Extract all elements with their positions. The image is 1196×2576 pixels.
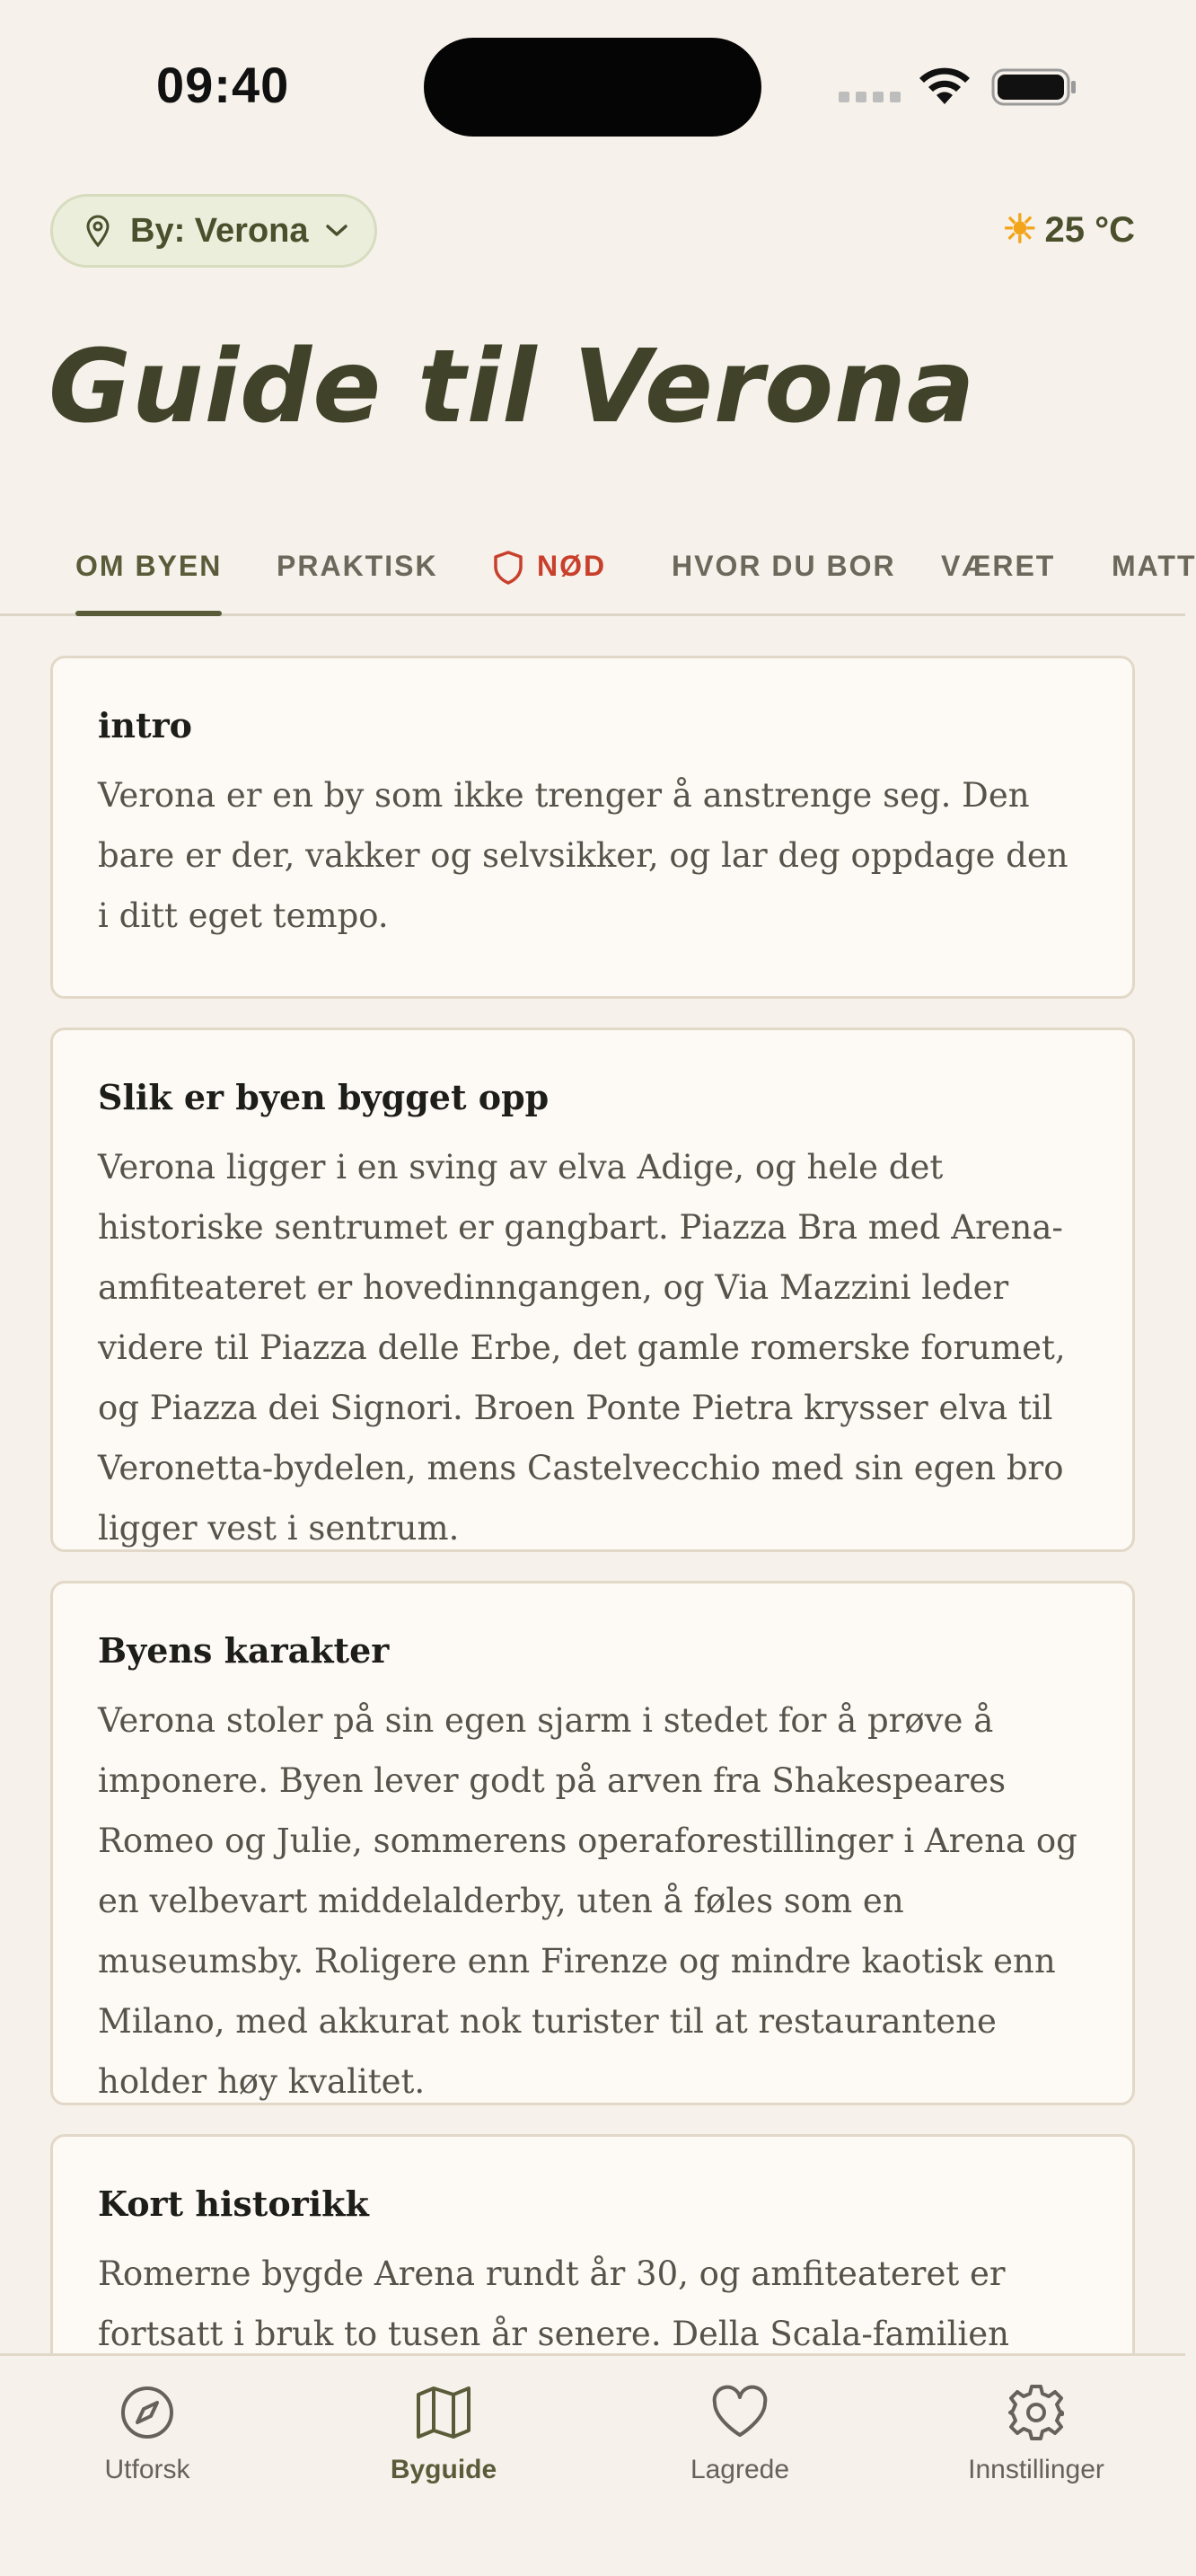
section-title: Byens karakter (98, 1630, 390, 1671)
compass-icon (13, 2379, 282, 2446)
nav-byguide[interactable] (309, 2379, 578, 2485)
section-body: Verona er en by som ikke trenger å anstrenge seg. Den bare er der, vakker og selvsikker, og lar deg oppdage den i ditt eget tempo. (98, 776, 1068, 935)
status-bar (0, 0, 1185, 171)
section-card-layout (50, 1028, 1135, 1552)
shield-icon (492, 550, 524, 593)
nav-label: Lagrede (690, 2455, 790, 2484)
status-time: 09:40 (156, 57, 290, 113)
temperature-value: 25 °C (1044, 209, 1135, 250)
section-title: Kort historikk (98, 2183, 369, 2224)
section-body: Romerne bygde Arena rundt år 30, og amfiteateret er fortsatt i bruk to tusen år senere. Della Scala-familien (98, 2254, 1009, 2353)
nav-utforsk[interactable] (13, 2379, 282, 2485)
tab-label: VÆRET (941, 550, 1056, 582)
nav-label: Byguide (390, 2455, 497, 2484)
nav-innstillinger[interactable] (901, 2379, 1171, 2485)
guide-content[interactable] (0, 629, 1185, 2353)
chevron-down-icon (325, 224, 348, 238)
cellular-signal-icon (839, 92, 901, 102)
nav-label: Utforsk (104, 2455, 190, 2484)
section-card-intro (50, 656, 1135, 999)
tab-matt[interactable] (1112, 550, 1196, 616)
city-selector-button[interactable] (50, 194, 377, 268)
section-tabs (0, 535, 1196, 616)
location-pin-icon (85, 215, 110, 247)
section-card-character (50, 1581, 1135, 2105)
city-selector-label: By: Verona (130, 211, 309, 250)
gear-icon (901, 2379, 1171, 2446)
tab-label: HVOR DU BOR (672, 550, 896, 582)
wifi-icon (918, 65, 972, 106)
tab-om-byen[interactable] (75, 550, 222, 616)
tab-hvor-du-bor[interactable] (672, 550, 896, 616)
tab-vaeret[interactable] (941, 550, 1055, 616)
page-title: Guide til Verona (48, 329, 976, 446)
tab-label: OM BYEN (75, 550, 223, 582)
section-body: Verona stoler på sin egen sjarm i stedet for å prøve å imponere. Byen lever godt på arven fra Shakespeares Romeo og Julie, sommerens operaforestillinger i Arena og en velbevart middelalderby, uten å føles som en museumsby. Roligere enn Firenze og mindre kaotisk enn Milano, med akkurat nok turister til at restaurantene holder høy kvalitet. (98, 1701, 1077, 2101)
weather-widget (1002, 203, 1135, 257)
tab-nod[interactable] (492, 550, 606, 616)
tab-label: NØD (537, 550, 607, 582)
bottom-navigation (0, 2353, 1185, 2576)
tab-praktisk[interactable] (277, 550, 438, 616)
nav-label: Innstillinger (968, 2455, 1104, 2484)
tab-label: MATT (1112, 550, 1196, 582)
heart-icon (605, 2379, 875, 2446)
battery-icon (991, 68, 1077, 106)
section-title: intro (98, 705, 192, 745)
tab-label: PRAKTISK (277, 550, 438, 582)
section-body: Verona ligger i en sving av elva Adige, og hele det historiske sentrumet er gangbart. Piazza Bra med Arena-amfiteateret er hovedinngangen, og Via Mazzini leder videre til Piazza delle Erbe, det gamle romerske forumet, og Piazza dei Signori. Broen Ponte Pietra krysser elva til Veronetta-bydelen, mens Castelvecchio med sin egen bro ligger vest i sentrum. (98, 1148, 1066, 1548)
map-icon (309, 2379, 578, 2446)
dynamic-island (424, 38, 761, 137)
sun-icon: ☀ (1002, 207, 1038, 251)
nav-lagrede[interactable] (605, 2379, 875, 2485)
section-title: Slik er byen bygget opp (98, 1077, 550, 1117)
